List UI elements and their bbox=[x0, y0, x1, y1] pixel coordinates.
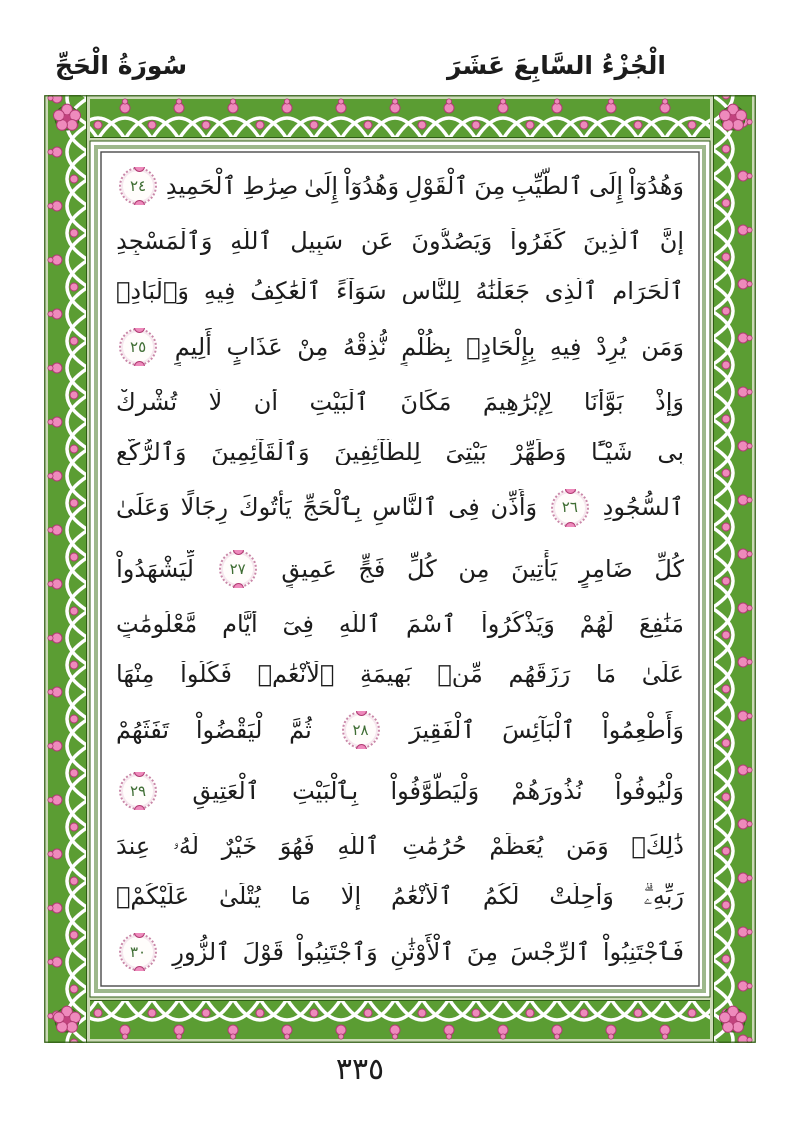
quran-word: شَيْـًٔا bbox=[590, 438, 633, 466]
quran-word: لِإِبْرَٰهِيمَ bbox=[482, 389, 553, 416]
quran-word: تُشْرِكْ bbox=[116, 389, 178, 416]
quran-word: فِيهِ bbox=[549, 332, 582, 361]
quran-word: ٱلَّذِينَ bbox=[582, 228, 642, 255]
quran-word: ٱلْحَرَامِ bbox=[612, 278, 684, 305]
quran-word: وَيَذْكُرُواْ bbox=[481, 611, 555, 638]
quran-word: فِيهِ bbox=[203, 278, 236, 305]
quran-line bbox=[116, 167, 684, 205]
quran-word: كُلِّ bbox=[407, 554, 437, 583]
quran-word: رِجَالًا bbox=[180, 493, 229, 522]
quran-line bbox=[116, 550, 684, 588]
quran-line bbox=[116, 278, 684, 304]
quran-line bbox=[116, 833, 684, 859]
aya-marker: ٣٠ bbox=[119, 933, 157, 971]
quran-word: وَٱلْمَسْجِدِ bbox=[116, 228, 213, 255]
quran-word: وَطَهِّرْ bbox=[511, 438, 567, 466]
quran-word: مِنْ bbox=[297, 332, 329, 361]
quran-line bbox=[116, 389, 684, 415]
aya-marker: ٢٩ bbox=[119, 772, 157, 810]
quran-word: بِٱلْحَجِّ bbox=[302, 493, 362, 522]
quran-line bbox=[116, 328, 684, 366]
quran-word: ٱلْبَآئِسَ bbox=[502, 715, 576, 744]
aya-marker: ٢٧ bbox=[219, 550, 257, 588]
quran-line bbox=[116, 439, 684, 465]
border-bottom bbox=[44, 997, 756, 1043]
quran-word: بَيْتِىَ bbox=[445, 438, 487, 466]
quran-word: مَنَٰفِعَ bbox=[638, 611, 684, 638]
quran-word: أَن bbox=[253, 389, 279, 416]
quran-word: جَعَلْنَٰهُ bbox=[475, 278, 530, 305]
quran-line bbox=[116, 611, 684, 637]
page-header bbox=[55, 44, 666, 86]
quran-word: سَوَآءً bbox=[336, 278, 387, 305]
quran-word: مِنَ bbox=[474, 171, 506, 200]
quran-word: يَأْتِينَ bbox=[511, 554, 558, 583]
border-left bbox=[44, 95, 90, 1043]
quran-word: ٱلْقَوْلِ bbox=[404, 171, 469, 200]
quran-word: وَلْيُوفُواْ bbox=[614, 776, 684, 805]
quran-word: ثُمَّ bbox=[289, 715, 312, 744]
quran-word: ٱلطَّيِّبِ bbox=[511, 171, 584, 200]
quran-word: لَّا bbox=[208, 389, 223, 416]
quran-line bbox=[116, 772, 684, 810]
quran-word: عَمِيقٍ bbox=[281, 554, 337, 583]
quran-word: ٱلْأَنْعَٰمِۖ bbox=[257, 661, 335, 688]
quran-word: وَأُحِلَّتْ bbox=[549, 883, 614, 910]
quran-word: يُتْلَىٰ bbox=[219, 883, 261, 910]
quran-line bbox=[116, 661, 684, 687]
quran-word: مِنَ bbox=[466, 937, 498, 966]
surah-title: سُورَةُ الْحَجِّ bbox=[55, 50, 188, 80]
quran-word: بِإِلْحَادٍۭ bbox=[466, 332, 536, 361]
quran-word: وَٱلْبَادِۚ bbox=[116, 278, 189, 305]
quran-word: فَجٍّ bbox=[358, 554, 386, 583]
quran-word: يُرِدْ bbox=[596, 332, 627, 361]
quran-word: عَذَابٍ bbox=[226, 332, 283, 361]
quran-word: رَزَقَهُم bbox=[508, 661, 571, 688]
quran-word: كُلِّ bbox=[654, 554, 684, 583]
quran-word: رَبِّهِۦۗ bbox=[643, 883, 684, 910]
quran-word: وَأَذِّن bbox=[490, 493, 538, 522]
quran-word: ٱلسُّجُودِ bbox=[602, 493, 684, 522]
quran-word: لَّهُۥ bbox=[172, 833, 200, 860]
quran-word: حُرُمَٰتِ bbox=[402, 833, 467, 860]
quran-word: ٱللَّهِ bbox=[337, 833, 380, 860]
quran-word: عِندَ bbox=[116, 833, 151, 860]
quran-word: مَكَانَ bbox=[400, 389, 452, 416]
quran-word: عَن bbox=[360, 228, 394, 255]
aya-marker: ٢٨ bbox=[342, 711, 380, 749]
quran-word: وَمَن bbox=[565, 833, 609, 860]
quran-word: ٱلرِّجْسَ bbox=[510, 937, 591, 966]
juz-title: الْجُزْءُ السَّابِعَ عَشَرَ bbox=[446, 50, 666, 80]
quran-word: وَعَلَىٰ bbox=[116, 493, 170, 522]
quran-line bbox=[116, 711, 684, 749]
quran-word: لْيَقْضُواْ bbox=[195, 715, 263, 744]
quran-word: وَإِذْ bbox=[655, 389, 684, 416]
quran-word: بِظُلْمٍ bbox=[401, 332, 452, 361]
quran-word: لَهُمْ bbox=[579, 611, 615, 638]
quran-word: نُّذِقْهُ bbox=[342, 332, 387, 361]
quran-word: يَأْتُوكَ bbox=[238, 493, 292, 522]
quran-word: ٱلْبَيْتِ bbox=[309, 389, 369, 416]
quran-text-area bbox=[106, 155, 694, 983]
quran-word: ٱللَّهِ bbox=[230, 228, 273, 255]
quran-word: وَهُدُوٓاْ bbox=[628, 171, 684, 200]
quran-word: ٱلنَّاسِ bbox=[372, 493, 438, 522]
quran-word: أَلِيمٍ bbox=[174, 332, 212, 361]
decorative-frame bbox=[44, 95, 756, 1043]
quran-word: سَبِيلِ bbox=[290, 228, 344, 255]
quran-word: مَا bbox=[290, 883, 311, 910]
quran-line bbox=[116, 933, 684, 971]
quran-word: لِلطَّآئِفِينَ bbox=[334, 438, 421, 466]
quran-word: ٱلْعَتِيقِ bbox=[192, 776, 260, 805]
border-top bbox=[44, 95, 756, 141]
quran-line bbox=[116, 489, 684, 527]
quran-word: مِن bbox=[458, 554, 490, 583]
quran-word: بِٱلْبَيْتِ bbox=[292, 776, 359, 805]
quran-word: عَلَىٰ bbox=[641, 661, 684, 688]
quran-word: ٱلْحَمِيدِ bbox=[165, 171, 237, 200]
quran-word: مِّنۢ bbox=[437, 661, 483, 688]
quran-word: ٱللَّهِ bbox=[338, 611, 382, 638]
quran-word: ذَٰلِكَۖ bbox=[631, 833, 684, 860]
quran-word: لِّيَشْهَدُواْ bbox=[116, 554, 194, 583]
aya-marker: ٢٦ bbox=[551, 489, 589, 527]
quran-word: ٱلزُّورِ bbox=[172, 937, 231, 966]
quran-word: أَيَّامٍ bbox=[222, 611, 258, 638]
quran-word: خَيْرٌ bbox=[221, 833, 258, 860]
quran-word: نُذُورَهُمْ bbox=[511, 776, 583, 805]
quran-word: وَٱلرُّكَّعِ bbox=[116, 438, 187, 466]
quran-word: لِلنَّاسِ bbox=[401, 278, 461, 305]
border-right bbox=[710, 95, 756, 1043]
quran-word: وَمَن bbox=[641, 332, 684, 361]
quran-word: مَّعْلُومَٰتٍ bbox=[116, 611, 198, 638]
quran-word: فِى bbox=[448, 493, 480, 522]
quran-word: إِلَّا bbox=[340, 883, 362, 910]
page-number: ٣٣٥ bbox=[335, 1052, 385, 1087]
quran-word: فَٱجْتَنِبُواْ bbox=[602, 937, 684, 966]
quran-word: فَهُوَ bbox=[279, 833, 315, 860]
quran-line bbox=[116, 883, 684, 909]
quran-word: قَوْلَ bbox=[242, 937, 284, 966]
quran-word: ٱلْأَوْثَٰنِ bbox=[390, 937, 455, 966]
quran-word: ضَامِرٍ bbox=[578, 554, 633, 583]
quran-word: إِنَّ bbox=[659, 228, 684, 255]
quran-word: وَيَصُدُّونَ bbox=[411, 228, 493, 255]
quran-word: فَكُلُواْ bbox=[180, 661, 232, 688]
quran-word: وَلْيَطَّوَّفُواْ bbox=[390, 776, 480, 805]
quran-word: بَوَّأْنَا bbox=[583, 389, 624, 416]
quran-word: إِلَىٰ bbox=[304, 171, 339, 200]
quran-word: ٱلْعَٰكِفُ bbox=[250, 278, 322, 305]
quran-line bbox=[116, 228, 684, 254]
quran-word: وَأَطْعِمُواْ bbox=[602, 715, 684, 744]
quran-word: مَا bbox=[595, 661, 617, 688]
quran-word: وَٱلْقَآئِمِينَ bbox=[211, 438, 310, 466]
quran-word: يُعَظِّمْ bbox=[489, 833, 544, 860]
quran-word: ٱلْأَنْعَٰمُ bbox=[391, 883, 453, 910]
quran-word: وَٱجْتَنِبُواْ bbox=[296, 937, 378, 966]
quran-word: بَهِيمَةِ bbox=[359, 661, 412, 688]
quran-word: ٱلْفَقِيرَ bbox=[409, 715, 476, 744]
quran-word: مِنْهَا bbox=[116, 661, 155, 688]
aya-marker: ٢٥ bbox=[119, 328, 157, 366]
quran-word: عَلَيْكُمْۖ bbox=[116, 883, 190, 910]
quran-word: كَفَرُواْ bbox=[510, 228, 566, 255]
quran-word: لَكُمُ bbox=[482, 883, 520, 910]
quran-word: تَفَثَهُمْ bbox=[116, 715, 170, 744]
quran-word: ٱسْمَ bbox=[406, 611, 457, 638]
quran-word: فِىٓ bbox=[282, 611, 315, 638]
quran-word: بِى bbox=[657, 438, 684, 466]
aya-marker: ٢٤ bbox=[119, 167, 157, 205]
quran-word: إِلَى bbox=[589, 171, 623, 200]
quran-word: وَهُدُوٓاْ bbox=[343, 171, 400, 200]
quran-word: ٱلَّذِى bbox=[544, 278, 598, 305]
quran-word: صِرَٰطِ bbox=[242, 171, 299, 200]
